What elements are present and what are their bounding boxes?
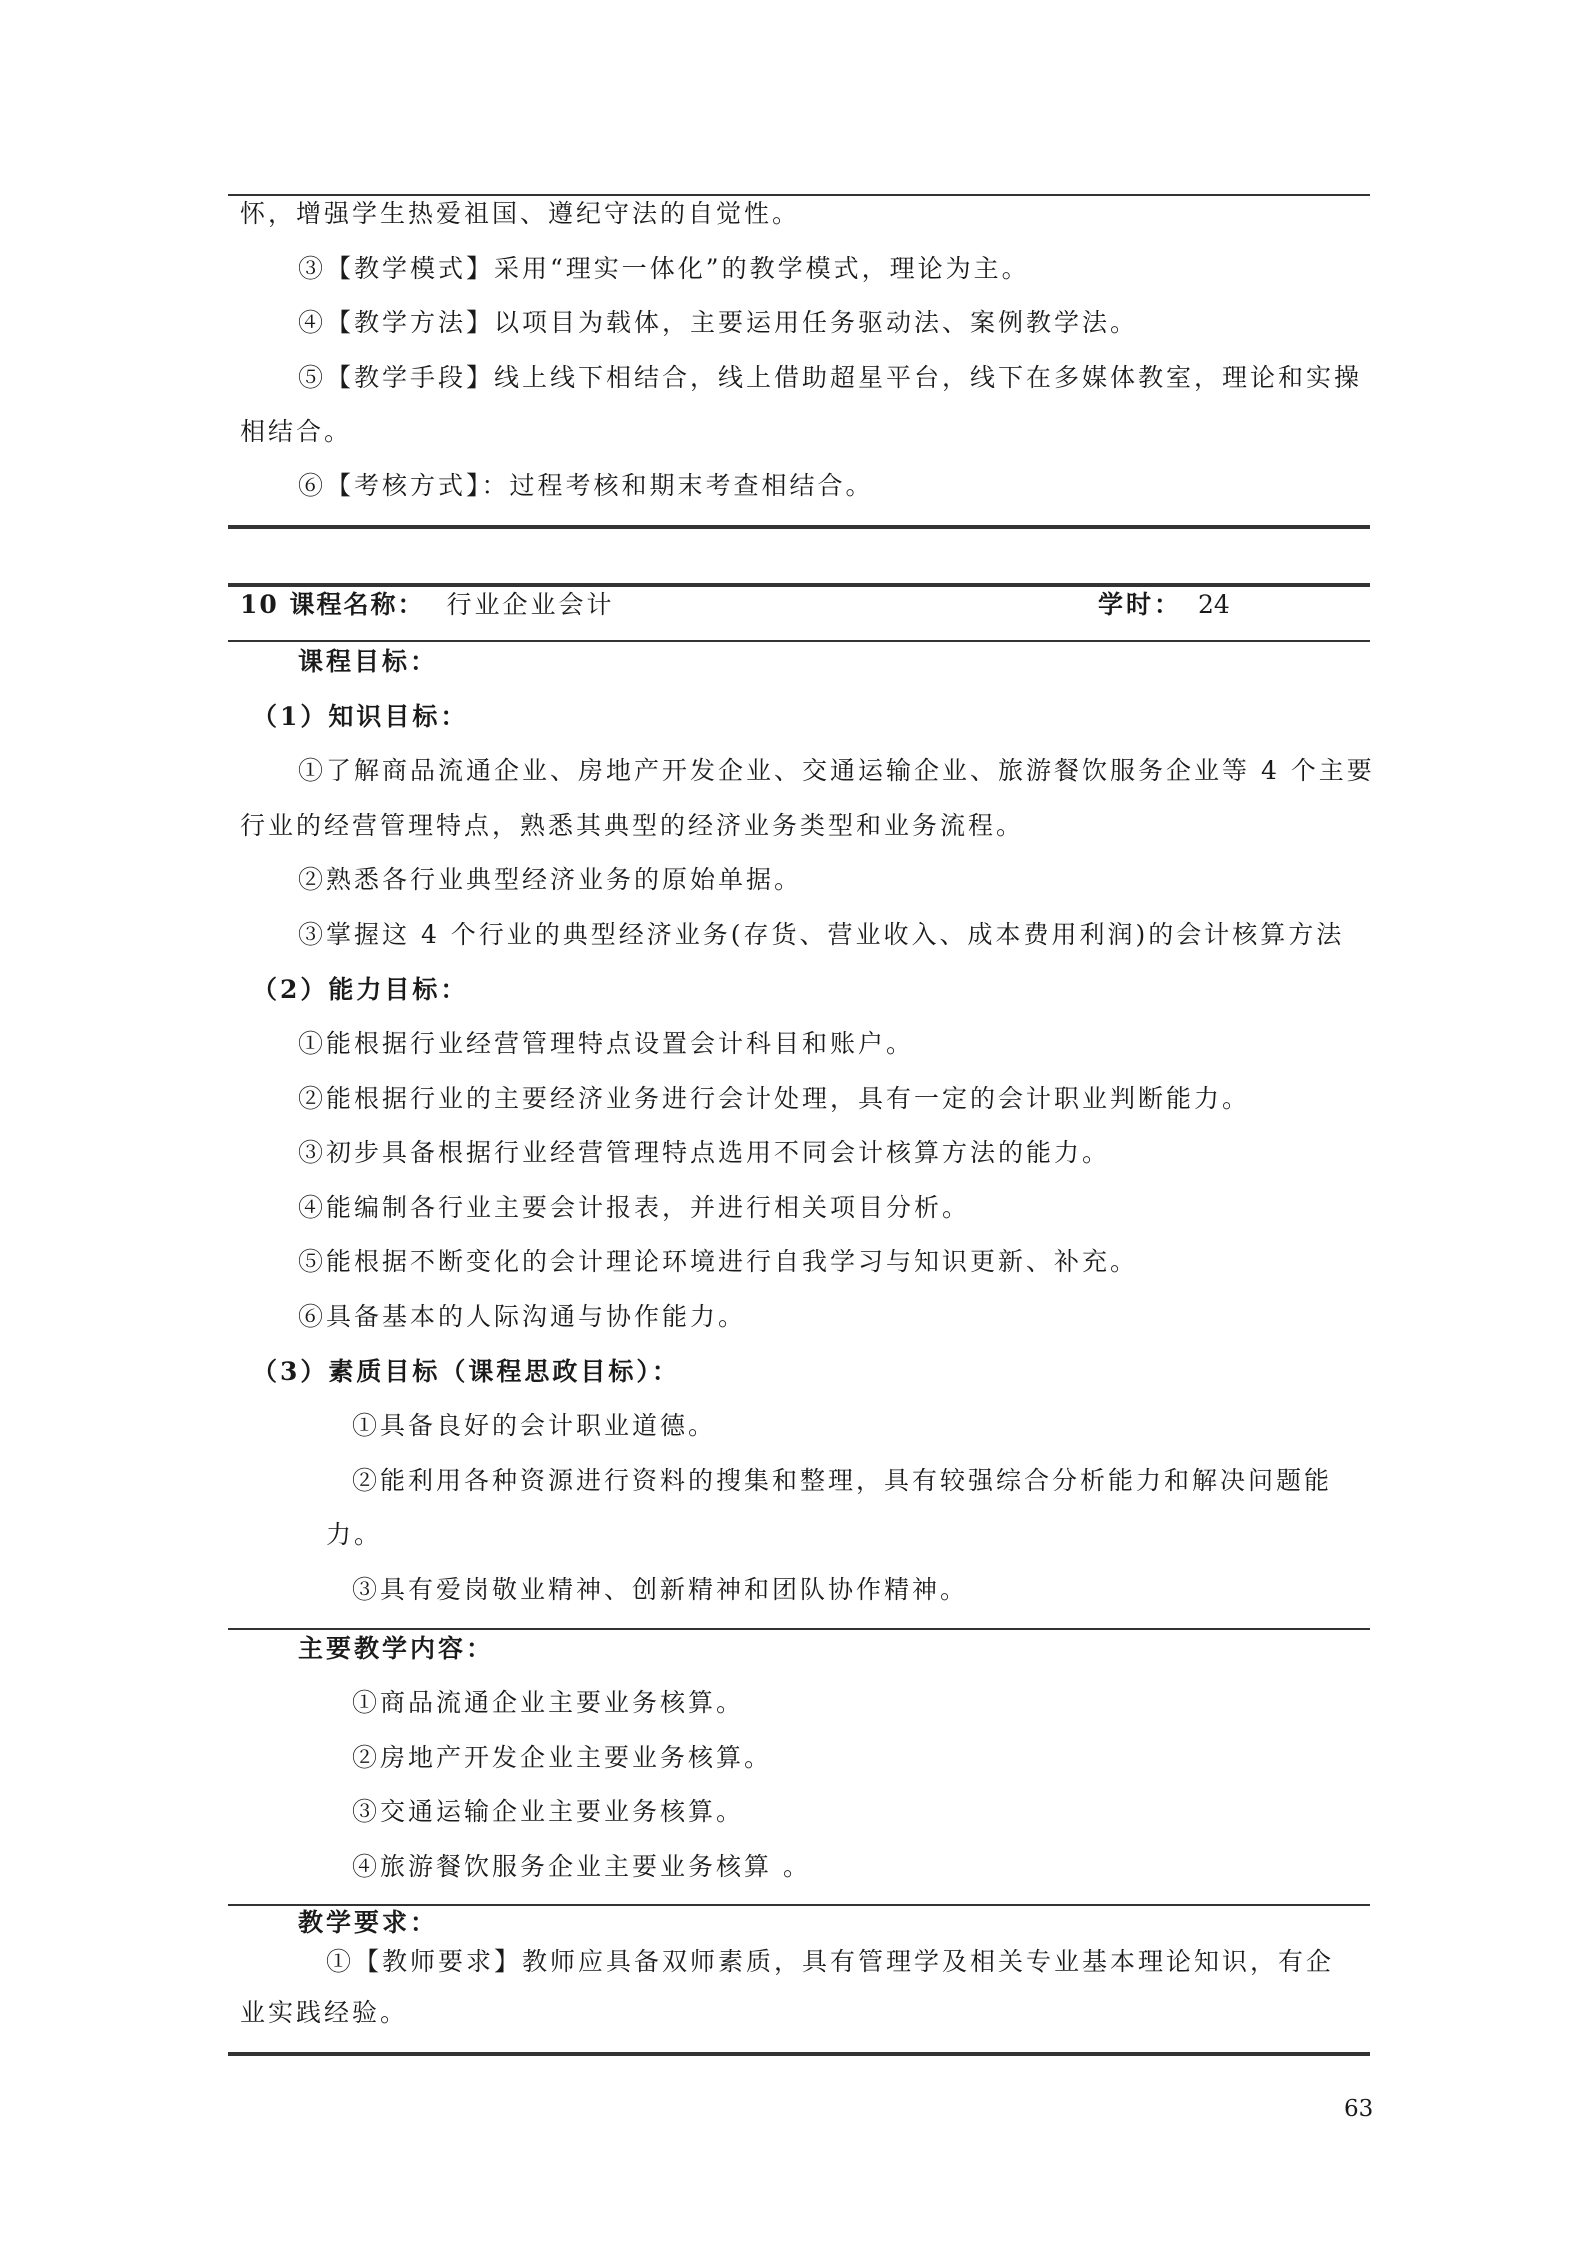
course-header-top-rule (228, 583, 1370, 587)
quality-item-1: ①具备良好的会计职业道德。 (352, 1411, 717, 1440)
quality-item-2: ②能利用各种资源进行资料的搜集和整理，具有较强综合分析能力和解决问题能 (352, 1466, 1333, 1495)
ability-item-6: ⑥具备基本的人际沟通与协作能力。 (298, 1302, 747, 1331)
course-name-value: 行业企业会计 (446, 590, 615, 619)
teaching-means-item-cont: 相结合。 (240, 417, 353, 446)
course-hours-value: 24 (1198, 590, 1230, 619)
top-rule (228, 194, 1370, 196)
content-item-2: ②房地产开发企业主要业务核算。 (352, 1743, 773, 1772)
knowledge-heading: （1）知识目标： (252, 702, 469, 731)
quality-item-2-cont: 力。 (326, 1520, 383, 1549)
content-item-3: ③交通运输企业主要业务核算。 (352, 1797, 745, 1826)
requirement-item-1-cont: 业实践经验。 (240, 1998, 409, 2027)
content-top-rule (228, 1628, 1370, 1630)
teaching-method-item: ④【教学方法】以项目为载体，主要运用任务驱动法、案例教学法。 (298, 308, 1139, 337)
knowledge-item-3: ③掌握这 4 个行业的典型经济业务(存货、营业收入、成本费用利润)的会计核算方法 (298, 920, 1345, 949)
knowledge-item-1: ①了解商品流通企业、房地产开发企业、交通运输企业、旅游餐饮服务企业等 4 个主要 (298, 756, 1375, 785)
continuation-line: 怀，增强学生热爱祖国、遵纪守法的自觉性。 (240, 199, 801, 228)
course-name-row (240, 588, 615, 622)
requirements-heading: 教学要求： (298, 1908, 439, 1937)
assessment-item: ⑥【考核方式】：过程考核和期末考查相结合。 (298, 471, 874, 500)
ability-item-1: ①能根据行业经营管理特点设置会计科目和账户。 (298, 1029, 915, 1058)
ability-item-3: ③初步具备根据行业经营管理特点选用不同会计核算方法的能力。 (298, 1138, 1111, 1167)
ability-heading: （2）能力目标： (252, 975, 469, 1004)
objectives-heading: 课程目标： (298, 647, 439, 676)
page-end-rule (228, 2052, 1370, 2056)
section-end-rule (228, 525, 1370, 529)
course-hours-row (1098, 588, 1230, 622)
quality-heading: （3）素质目标（课程思政目标）： (252, 1357, 680, 1386)
course-header-bottom-rule (228, 640, 1370, 642)
ability-item-2: ②能根据行业的主要经济业务进行会计处理，具有一定的会计职业判断能力。 (298, 1084, 1251, 1113)
course-hours-label: 学时： (1098, 590, 1183, 619)
ability-item-4: ④能编制各行业主要会计报表，并进行相关项目分析。 (298, 1193, 971, 1222)
course-name-label: 10 课程名称： (240, 590, 425, 619)
content-item-1: ①商品流通企业主要业务核算。 (352, 1688, 745, 1717)
ability-item-5: ⑤能根据不断变化的会计理论环境进行自我学习与知识更新、补充。 (298, 1247, 1139, 1276)
teaching-mode-item: ③【教学模式】采用“理实一体化”的教学模式，理论为主。 (298, 254, 1030, 283)
knowledge-item-2: ②熟悉各行业典型经济业务的原始单据。 (298, 865, 803, 894)
page-number: 63 (1344, 2096, 1374, 2122)
content-heading: 主要教学内容： (298, 1634, 495, 1663)
content-item-4: ④旅游餐饮服务企业主要业务核算 。 (352, 1852, 811, 1881)
teaching-means-item: ⑤【教学手段】线上线下相结合，线上借助超星平台，线下在多媒体教室，理论和实操 (298, 363, 1363, 392)
quality-item-3: ③具有爱岗敬业精神、创新精神和团队协作精神。 (352, 1575, 969, 1604)
requirement-item-1: ①【教师要求】教师应具备双师素质，具有管理学及相关专业基本理论知识，有企 (326, 1947, 1335, 1976)
knowledge-item-1-cont: 行业的经营管理特点，熟悉其典型的经济业务类型和业务流程。 (240, 811, 1025, 840)
